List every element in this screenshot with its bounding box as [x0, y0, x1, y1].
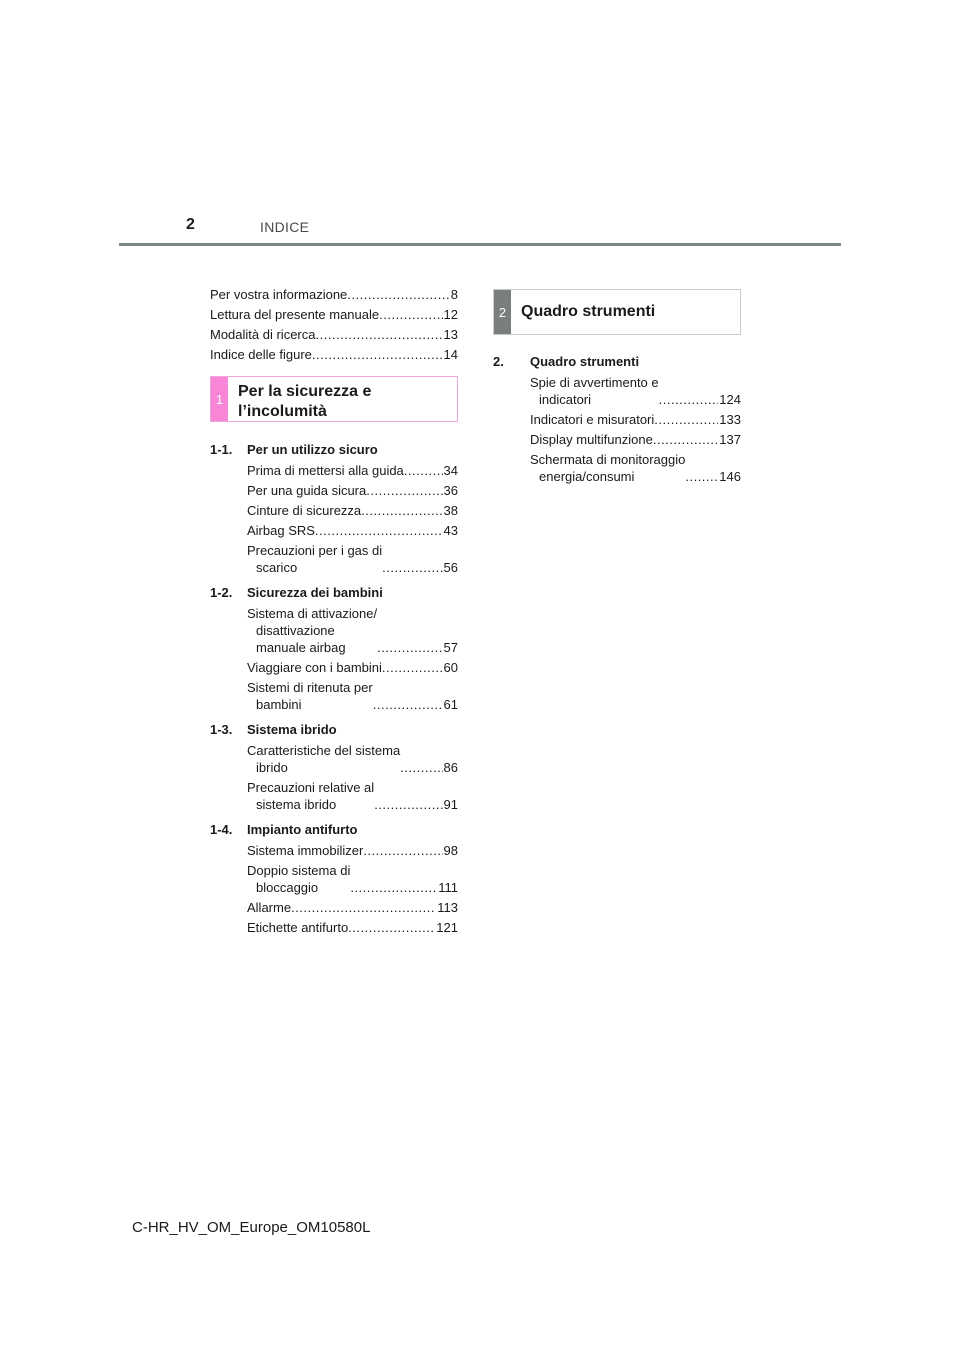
toc-entry-title: Sistema immobilizer — [247, 843, 364, 858]
toc-entry[interactable] — [530, 374, 741, 408]
dot-leader — [361, 502, 442, 519]
toc-entry-page: 43 — [443, 523, 458, 538]
toc-entry-page: 56 — [443, 560, 458, 575]
dot-leader — [654, 411, 718, 428]
dot-leader — [315, 522, 443, 539]
toc-entry[interactable] — [247, 742, 458, 776]
toc-entry-page: 111 — [438, 880, 458, 895]
toc-entry-title: Spie di avvertimento e indicatori — [530, 375, 659, 407]
toc-entry-page: 34 — [443, 463, 458, 478]
toc-entry-title: Modalità di ricerca — [210, 327, 316, 342]
running-title: INDICE — [260, 219, 310, 235]
toc-entry[interactable] — [530, 411, 741, 428]
toc-entry[interactable] — [247, 919, 458, 936]
toc-entry-page: 57 — [443, 640, 458, 655]
toc-entry[interactable] — [247, 502, 458, 519]
toc-entry[interactable] — [247, 605, 458, 656]
toc-entry-title: Prima di mettersi alla guida — [247, 463, 404, 478]
toc-entry-page: 121 — [436, 920, 458, 935]
toc-right-column — [493, 289, 741, 488]
toc-left-column — [210, 286, 458, 939]
toc-entry[interactable] — [247, 482, 458, 499]
toc-entry-page: 13 — [443, 327, 458, 342]
chapter-number: 1-2. — [210, 585, 233, 600]
toc-entry-title: Viaggiare con i bambini — [247, 660, 382, 675]
dot-leader — [400, 759, 442, 776]
toc-entry-page: 38 — [443, 503, 458, 518]
toc-entry-title: Airbag SRS — [247, 523, 315, 538]
section-2-entries — [493, 374, 741, 485]
toc-entry[interactable] — [210, 286, 458, 303]
toc-entry-title: Sistemi di ritenuta per bambini — [247, 680, 373, 712]
dot-leader — [363, 842, 442, 859]
toc-entry[interactable] — [247, 899, 458, 916]
toc-entry-page: 137 — [719, 432, 741, 447]
toc-entry-page: 61 — [443, 697, 458, 712]
intro-entries — [210, 286, 458, 363]
document-code: C-HR_HV_OM_Europe_OM10580L — [132, 1219, 371, 1236]
dot-leader — [404, 462, 443, 479]
toc-entry-title: Allarme — [247, 900, 292, 915]
toc-entry-title: Display multifunzione — [530, 432, 653, 447]
dot-leader — [653, 431, 718, 448]
chapter-number: 1-3. — [210, 722, 233, 737]
dot-leader — [366, 482, 442, 499]
toc-entry-title: Per una guida sicura — [247, 483, 367, 498]
toc-entry[interactable] — [210, 326, 458, 343]
toc-entry-page: 98 — [443, 843, 458, 858]
toc-entry[interactable] — [247, 779, 458, 813]
toc-entry-page: 113 — [437, 900, 458, 915]
toc-entry-title: Cinture di sicurezza — [247, 503, 362, 518]
section-1-tab: 1 — [211, 377, 228, 421]
header-rule — [119, 243, 841, 246]
chapter-title: Sistema ibrido — [247, 722, 337, 737]
toc-entry-page: 36 — [443, 483, 458, 498]
toc-entry-page: 60 — [443, 660, 458, 675]
section-1-chapters — [210, 441, 458, 936]
toc-entry-title: Caratteristiche del sistema ibrido — [247, 743, 401, 775]
chapter-heading — [210, 441, 458, 458]
toc-entry-page: 124 — [719, 392, 741, 407]
toc-entry-title: Etichette antifurto — [247, 920, 349, 935]
toc-entry-title: Precauzioni relative al sistema ibrido — [247, 780, 375, 812]
toc-entry[interactable] — [247, 842, 458, 859]
chapter-heading — [210, 721, 458, 738]
dot-leader — [373, 696, 443, 713]
dot-leader — [316, 326, 443, 343]
section-1-title: Per la sicurezza e l’incolumità — [238, 383, 372, 420]
section-1-box — [210, 376, 458, 422]
toc-entry-title: Precauzioni per i gas di scarico — [247, 543, 383, 575]
chapter-title: Quadro strumenti — [530, 354, 640, 369]
chapter-number: 2. — [493, 354, 504, 369]
toc-entry[interactable] — [210, 346, 458, 363]
toc-entry-title: Indicatori e misuratori — [530, 412, 655, 427]
toc-entry-page: 86 — [443, 760, 458, 775]
toc-entry-page: 133 — [719, 412, 741, 427]
chapter-heading — [210, 821, 458, 838]
toc-entry[interactable] — [210, 306, 458, 323]
section-2-tab: 2 — [494, 290, 511, 334]
dot-leader — [377, 639, 442, 656]
toc-entry-page: 146 — [719, 469, 741, 484]
toc-entry-title: Sistema di attivazione/ disattivazione manuale airbag — [247, 606, 378, 655]
chapter-title: Per un utilizzo sicuro — [247, 442, 378, 457]
toc-entry-title: Per vostra informazione — [210, 287, 348, 302]
dot-leader — [685, 468, 718, 485]
toc-entry-page: 91 — [443, 797, 458, 812]
chapter-heading — [493, 353, 741, 370]
toc-entry[interactable] — [247, 522, 458, 539]
toc-entry[interactable] — [247, 542, 458, 576]
toc-entry[interactable] — [247, 862, 458, 896]
dot-leader — [348, 919, 435, 936]
toc-entry[interactable] — [530, 431, 741, 448]
toc-entry-title: Doppio sistema di bloccaggio — [247, 863, 351, 895]
toc-entry-page: 12 — [443, 307, 458, 322]
page-number: 2 — [186, 216, 195, 233]
dot-leader — [312, 346, 443, 363]
toc-entry-title: Indice delle figure — [210, 347, 312, 362]
chapter-heading — [210, 584, 458, 601]
toc-entry[interactable] — [530, 451, 741, 485]
chapter-number: 1-1. — [210, 442, 233, 457]
toc-entry-title: Schermata di monitoraggio energia/consumi — [530, 452, 686, 484]
dot-leader — [347, 286, 449, 303]
dot-leader — [382, 559, 442, 576]
dot-leader — [291, 899, 436, 916]
chapter-number: 1-4. — [210, 822, 233, 837]
toc-entry-title: Lettura del presente manuale — [210, 307, 380, 322]
dot-leader — [374, 796, 442, 813]
toc-entry-page: 14 — [443, 347, 458, 362]
dot-leader — [382, 659, 443, 676]
toc-entry-page: 8 — [450, 287, 458, 302]
dot-leader — [350, 879, 437, 896]
section-2-title: Quadro strumenti — [521, 303, 656, 320]
chapter-title: Impianto antifurto — [247, 822, 358, 837]
dot-leader — [659, 391, 719, 408]
toc-entry[interactable] — [247, 659, 458, 676]
toc-entry[interactable] — [247, 462, 458, 479]
chapter-title: Sicurezza dei bambini — [247, 585, 383, 600]
section-2-box — [493, 289, 741, 335]
dot-leader — [379, 306, 442, 323]
toc-entry[interactable] — [247, 679, 458, 713]
